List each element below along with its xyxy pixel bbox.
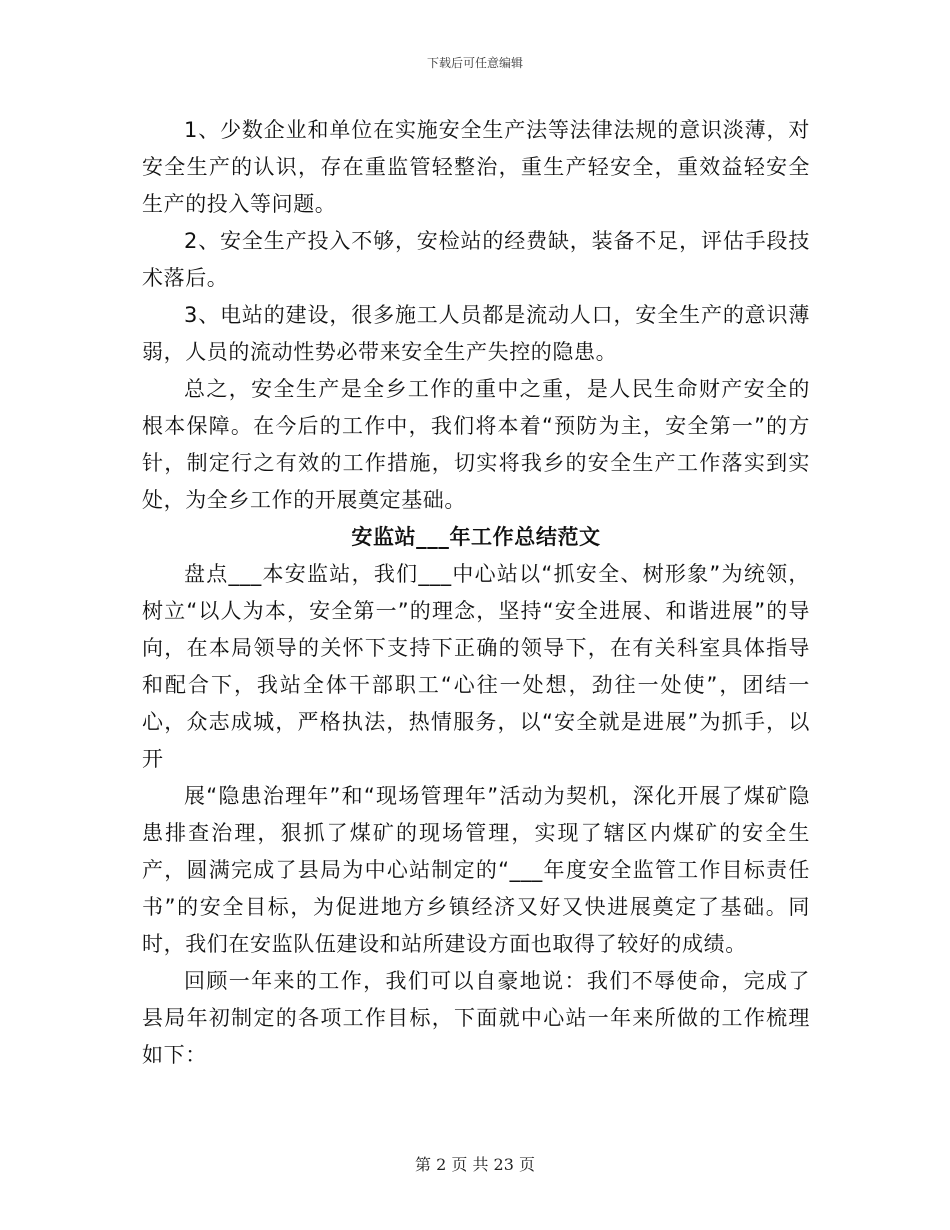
paragraph: 盘点___本安监站，我们___中心站以“抓安全、树形象”为统领，树立“以人为本，安全第一”的理念，坚持“安全进展、和谐进展”的导向，在本局领导的关怀下支持下正确的领导下，在有关科室具体指导和配合下，我站全体干部职工“心往一处想，劲往一处使”，团结一心，众志成城，严格执法，热情服务，以“安全就是进展”为抓手，以开 [142,562,810,771]
paragraph: 展“隐患治理年”和“现场管理年”活动为契机，深化开展了煤矿隐患排查治理，狠抓了煤矿的现场管理，实现了辖区内煤矿的安全生产，圆满完成了县局为中心站制定的“___年度安全监管工作目标责任书”的安全目标，为促进地方乡镇经济又好又快进展奠定了基础。同时，我们在安监队伍建设和站所建设方面也取得了较好的成绩。 [142,784,810,956]
section-title: 安监站___年工作总结范文 [351,525,601,549]
paragraph: 总之，安全生产是全乡工作的重中之重，是人民生命财产安全的根本保障。在今后的工作中，我们将本着“预防为主，安全第一”的方针，制定行之有效的工作措施，切实将我乡的安全生产工作落实到实处，为全乡工作的开展奠定基础。 [142,377,810,512]
paragraph: 1、少数企业和单位在实施安全生产法等法律法规的意识淡薄，对安全生产的认识，存在重监管轻整治，重生产轻安全，重效益轻安全生产的投入等问题。 [142,118,810,216]
header-note: 下载后可任意编辑 [426,56,523,70]
paragraph: 回顾一年来的工作，我们可以自豪地说：我们不辱使命，完成了县局年初制定的各项工作目标，下面就中心站一年来所做的工作梳理如下： [142,969,810,1067]
page-number: 第 2 页 共 23 页 [415,1155,535,1174]
paragraph: 3、电站的建设，很多施工人员都是流动人口，安全生产的意识薄弱，人员的流动性势必带来安全生产失控的隐患。 [142,303,810,364]
paragraph: 2、安全生产投入不够，安检站的经费缺，装备不足，评估手段技术落后。 [142,229,810,290]
document-body [142,112,810,1074]
